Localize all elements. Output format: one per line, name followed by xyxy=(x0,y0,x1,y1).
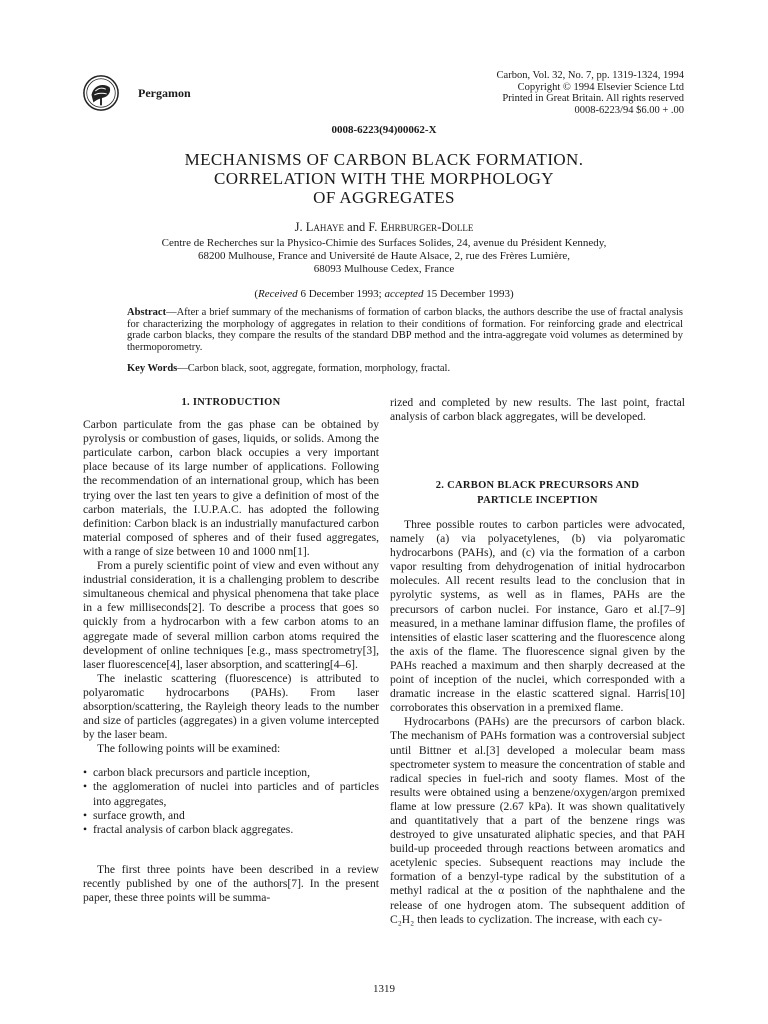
paren: ( xyxy=(254,288,258,300)
title-line: MECHANISMS OF CARBON BLACK FORMATION. xyxy=(184,150,584,169)
citation-line: Carbon, Vol. 32, No. 7, pp. 1319-1324, 1994 xyxy=(496,70,684,81)
received-date: 6 December 1993; xyxy=(297,288,385,300)
article-doi: 0008-6223(94)00062-X xyxy=(331,124,437,136)
left-column xyxy=(83,396,379,905)
section-heading-line: PARTICLE INCEPTION xyxy=(477,495,598,506)
list-item: • surface growth, and xyxy=(83,809,379,823)
author-initial: J. xyxy=(294,220,306,234)
author-affiliation xyxy=(0,237,768,276)
elsevier-tree-icon xyxy=(82,74,120,112)
received-dates xyxy=(0,288,768,300)
affiliation-line: Centre de Recherches sur la Physico-Chimie des Surfaces Solides, 24, avenue du Président Kennedy, xyxy=(161,237,607,249)
paragraph: From a purely scientific point of view and even without any industrial consideration, it is a challenging problem to describe simultaneous chemical and physical phenomena that take place in a few milliseconds[2]. To describe a process that goes so quickly from a hydrocarbon with a few carbon atoms to an aggregate made of several million carbon atoms required the development of online techniques [e.g., mass spectrometry[3], laser fluorescence[4], laser absorption, and scattering[4–6]. xyxy=(83,559,379,671)
affiliation-line: 68200 Mulhouse, France and Université de Haute Alsace, 2, rue des Frères Lumière, xyxy=(197,250,571,262)
paragraph: The first three points have been described in a review recently published by one of the authors[7]. In the present paper, these three points will be summa- xyxy=(83,862,379,904)
author-separator: and F. xyxy=(344,220,381,234)
author-list xyxy=(0,220,768,235)
citation-line: 0008-6223/94 $6.00 + .00 xyxy=(574,104,684,116)
citation-block xyxy=(497,70,684,116)
paragraph: Three possible routes to carbon particles were advocated, namely (a) via polyacetylenes, (b) via polyaromatic hydrocarbons (PAHs), and (c) via the formation of a carbon vapor resulting from dehydrogenation of initial hydrocarbon molecules. All recent results lead to the conclusion that in pyrolytic systems, as well as in flames, PAHs are the precursors of carbon nuclei. For instance, Garo et al.[7–9] measured, in a methane laminar diffusion flame, the profiles of intensities of elastic laser scattering and the fluorescence along the axis of the flame. The fluorescence signal given by the PAHs reached a maximum and then sharply decreased at the point of inception of the nuclei, which corresponded with a dramatic increase in the elastic scattered signal. Harris[10] corroborates this observation in a premixed flame. xyxy=(390,518,685,715)
publisher-name: Pergamon xyxy=(138,86,191,100)
abstract-text: —After a brief summary of the mechanisms of formation of carbon blacks, the authors describe the use of fractal analysis for characterizing the morphology of aggregates in relation to their conditions of formation. For reinforcing grade and electrical grade carbon blacks, they compare the results of the standard DBP method and the intra-aggregate void volumes as determined by thermoporometry. xyxy=(127,307,683,353)
received-label: Received xyxy=(258,288,298,300)
section-heading-line: 2. CARBON BLACK PRECURSORS AND xyxy=(435,480,640,491)
title-line: OF AGGREGATES xyxy=(313,188,455,207)
page-number: 1319 xyxy=(373,983,395,995)
keywords-label: Key Words xyxy=(127,363,178,374)
journal-header xyxy=(82,70,682,130)
citation-line: Printed in Great Britain. All rights reserved xyxy=(502,93,684,104)
section-heading xyxy=(390,478,685,508)
accepted-date: 15 December 1993 xyxy=(423,288,510,300)
paragraph: The inelastic scattering (fluorescence) is attributed to polyaromatic hydrocarbons (PAHs). From laser absorption/scattering, the Rayleigh theory leads to the number and size of particles (aggregates) in a given volume intercepted by the laser beam. xyxy=(83,671,379,742)
article-title xyxy=(0,150,768,207)
section-heading: 1. INTRODUCTION xyxy=(181,397,281,408)
citation-line: Copyright © 1994 Elsevier Science Ltd xyxy=(517,81,684,93)
paragraph: Carbon particulate from the gas phase can be obtained by pyrolysis or combustion of gases, liquids, or solids. Among the particulate carbon, carbon black occupies a very important place because of its large number of applications. Following the recommendation of an international group, which has been trying over the last ten years to give a definition of most of the carbon materials, the I.U.P.A.C. has adopted the following definition: Carbon black is an industrially manufactured carbon material composed of spheres and of their fused aggregates, with a range of size between 10 and 1000 nm[1]. xyxy=(83,418,379,558)
title-line: CORRELATION WITH THE MORPHOLOGY xyxy=(214,169,554,188)
paren: ) xyxy=(509,288,514,300)
affiliation-line: 68093 Mulhouse Cedex, France xyxy=(313,263,455,275)
author-surname: Ehrburger-Dolle xyxy=(380,220,474,234)
keywords xyxy=(127,363,683,374)
paragraph-continuation: rized and completed by new results. The last point, fractal analysis of carbon black aggregates, will be developed. xyxy=(390,396,685,424)
list-item: • the agglomeration of nuclei into particles and of particles into aggregates, xyxy=(83,780,379,808)
bullet-list xyxy=(83,766,379,836)
paragraph: The following points will be examined: xyxy=(97,742,281,756)
right-column xyxy=(390,396,685,927)
list-item: • fractal analysis of carbon black aggregates. xyxy=(83,823,379,837)
abstract xyxy=(127,307,683,353)
paragraph: Hydrocarbons (PAHs) are the precursors of carbon black. The mechanism of PAHs formation was a controversial subject until Bittner et al.[3] developed a molecular beam mass spectrometer system to measure the concentration of stable and radical species in fuel-rich and sooty flames. Most of the results were obtained using a benzene/oxygen/argon premixed flame at low pressure (2.67 kPa). It was shown qualitatively and quantitatively that a part of the benzene rings was destroyed to give unsaturated aliphatic species, and that PAH build-up proceeded through reactions between aromatics and acetylenic species. Subsequent reactions may include the formation of a benzyl-type radical by the substitution of a methyl radical at the α position of the naphthalene and the release of one hydrogen atom. The subsequent addition of C₂H₂ then leads to cyclization. The increase, with each cy- xyxy=(390,715,685,926)
accepted-label: accepted xyxy=(384,288,424,300)
abstract-label: Abstract xyxy=(127,307,167,318)
author-surname: Lahaye xyxy=(305,220,345,234)
keywords-text: —Carbon black, soot, aggregate, formation, morphology, fractal. xyxy=(177,363,451,374)
list-item: • carbon black precursors and particle inception, xyxy=(83,766,379,780)
